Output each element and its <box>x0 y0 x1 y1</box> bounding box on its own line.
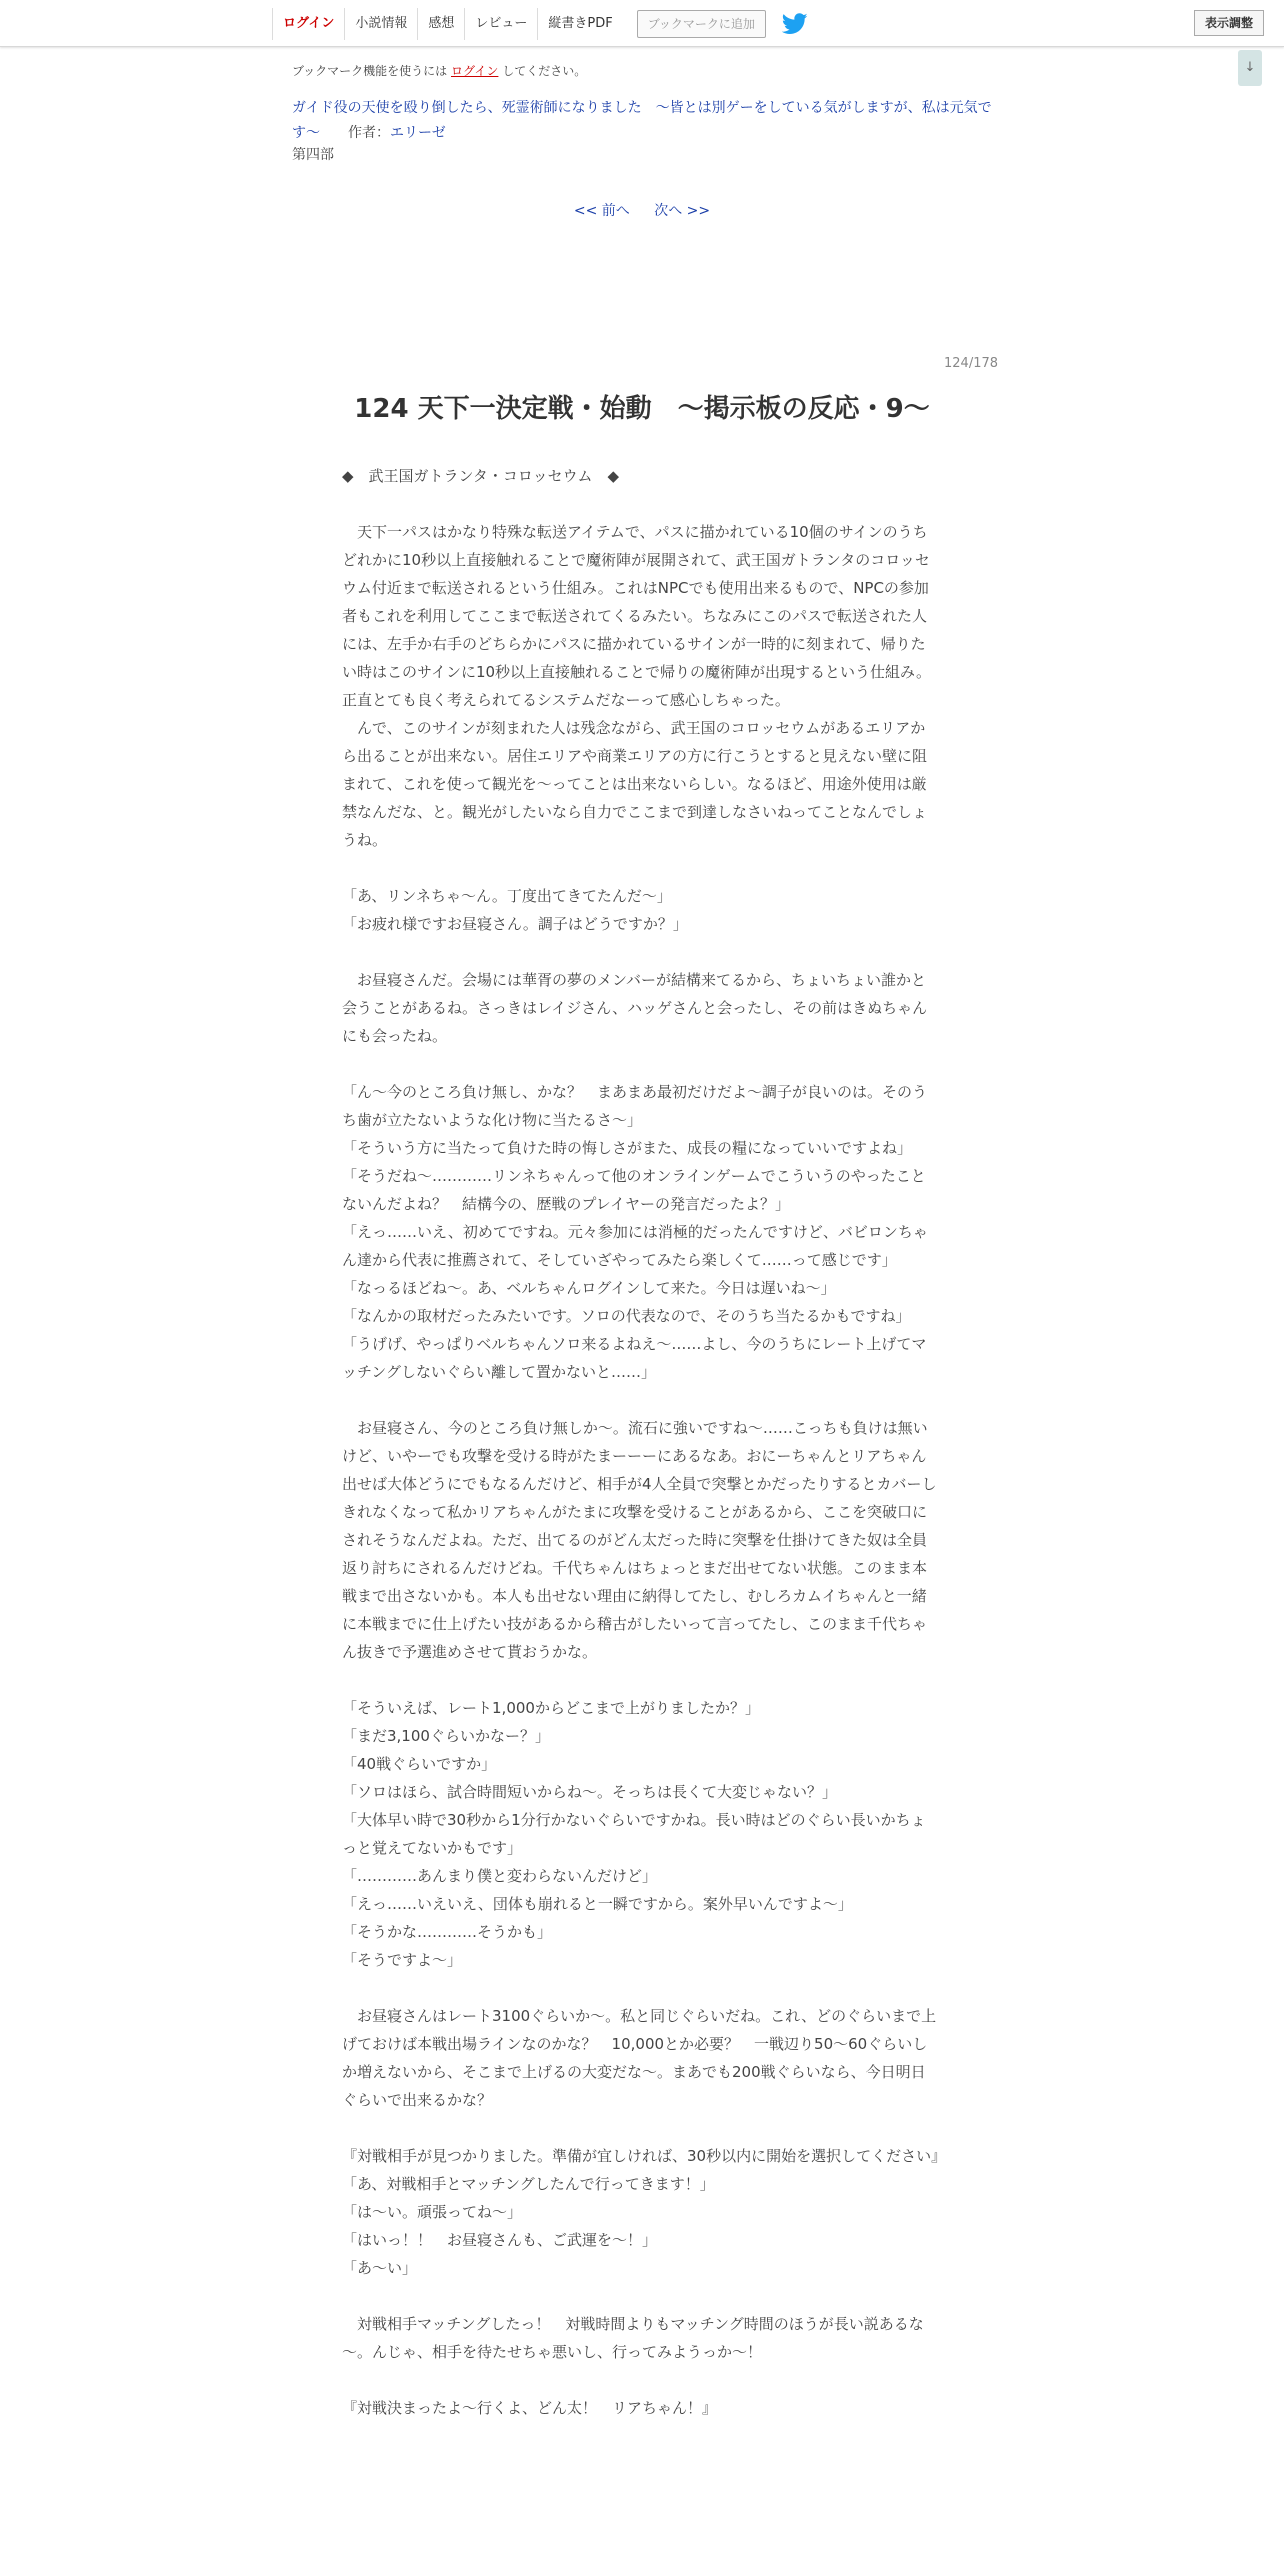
episode-counter: 124/178 <box>944 356 999 371</box>
story-paragraph: 『対戦決まったよ～行くよ、どん太！ リアちゃん！』 <box>342 2399 718 2417</box>
episode-title: 124 天下一決定戦・始動 ～掲示板の反応・9～ <box>354 394 930 424</box>
story-paragraph: 天下一パスはかなり特殊な転送アイテムで、パスに描かれている10個のサインのうちどれかに10秒以上直接触れることで魔術陣が展開されて、武王国ガトランタのコロッセウム付近まで転送されるという仕組み。これはNPCでも使用出来るもので、NPCの参加者もこれを利用してここまで転送されてくるみたい。ちなみにこのパスで転送された人には、左手か右手のどちらかにパスに描かれているサインが一時的に刻まれて、帰りたい時はこのサインに10秒以上直接触れることで帰りの魔術陣が出現するという仕組み。正直とても良く考えられてるシステムだなーって感心しちゃった。 <box>342 523 931 709</box>
vertical-pdf-link[interactable]: 縦書きPDF <box>537 8 622 40</box>
story-paragraph: 「そういえば、レート1,000からどこまで上がりましたか？」 <box>342 1699 760 1717</box>
story-paragraph: 「40戦ぐらいですか」 <box>342 1755 497 1773</box>
story-paragraph: 対戦相手マッチングしたっ！ 対戦時間よりもマッチング時間のほうが長い説あるな～。んじゃ、相手を待たせちゃ悪いし、行ってみようっか～！ <box>342 2315 924 2361</box>
bookmark-notice <box>292 62 586 79</box>
story-paragraph: 「そうかな…………そうかも」 <box>342 1923 553 1941</box>
story-paragraph <box>342 2366 940 2394</box>
prev-chapter-link[interactable]: << 前へ <box>573 203 630 219</box>
story-paragraph: んで、このサインが刻まれた人は残念ながら、武王国のコロッセウムがあるエリアから出ることが出来ない。居住エリアや商業エリアの方に行こうとすると見えない壁に阻まれて、これを使って観光を～ってことは出来ないらしい。なるほど、用途外使用は厳禁なんだな、と。観光がしたいなら自力でここまで到達しなさいねってことなんでしょうね。 <box>342 719 928 849</box>
story-paragraph: 「うげげ、やっぱりベルちゃんソロ来るよねえ～……よし、今のうちにレート上げてマッチングしないぐらい離して置かないと……」 <box>342 1335 927 1381</box>
novel-info-link[interactable]: 小説情報 <box>344 8 417 40</box>
series-title-link[interactable]: ガイド役の天使を殴り倒したら、死霊術師になりました ～皆とは別ゲーをしている気がしますが、私は元気です～ <box>292 100 992 141</box>
story-body <box>342 462 947 2422</box>
story-paragraph: 「ん～今のところ負け無し、かな？ まあまあ最初だけだよ～調子が良いのは。そのうち歯が立たないような化け物に当たるさ～」 <box>342 1083 928 1129</box>
login-link[interactable]: ログイン <box>272 8 344 40</box>
story-paragraph <box>342 1974 940 2002</box>
story-paragraph <box>342 1666 940 1694</box>
story-paragraph <box>342 2114 940 2142</box>
story-paragraph: 「そういう方に当たって負けた時の悔しさがまた、成長の糧になっていいですよね」 <box>342 1139 913 1157</box>
review-link[interactable]: レビュー <box>464 8 537 40</box>
bookmark-notice-login-link[interactable]: ログイン <box>451 64 499 78</box>
story-paragraph: 「あ～い」 <box>342 2259 418 2277</box>
bookmark-notice-prefix: ブックマーク機能を使うには <box>292 64 448 78</box>
author-link[interactable]: エリーゼ <box>390 125 446 141</box>
main-nav <box>272 8 808 40</box>
story-paragraph <box>342 1050 940 1078</box>
story-paragraph: お昼寝さんはレート3100ぐらいか～。私と同じぐらいだね。これ、どのぐらいまで上げておけば本戦出場ラインなのかな？ 10,000とか必要？ 一戦辺り50～60ぐらいしか増えないから、そこまで上げるの大変だな～。まあでも200戦ぐらいなら、今日明日ぐらいで出来るかな？ <box>342 2007 937 2109</box>
story-paragraph: 「えっ……いえいえ、団体も崩れると一瞬ですから。案外早いんですよ～」 <box>342 1895 853 1913</box>
add-bookmark-button[interactable]: ブックマークに追加 <box>637 10 766 38</box>
story-paragraph: ◆ 武王国ガトランタ・コロッセウム ◆ <box>342 467 620 485</box>
story-paragraph: 「そうだね～…………リンネちゃんって他のオンラインゲームでこういうのやったことないんだよね？ 結構今の、歴戦のプレイヤーの発言だったよ？」 <box>342 1167 926 1213</box>
impressions-link[interactable]: 感想 <box>417 8 464 40</box>
story-paragraph: 「大体早い時で30秒から1分行かないぐらいですかね。長い時はどのぐらい長いかちょっと覚えてないかもです」 <box>342 1811 926 1857</box>
story-paragraph: 『対戦相手が見つかりました。準備が宜しければ、30秒以内に開始を選択してください』 <box>342 2147 947 2165</box>
series-header <box>292 96 1004 146</box>
story-paragraph: 「お疲れ様ですお昼寝さん。調子はどうですか？」 <box>342 915 688 933</box>
twitter-bird-icon[interactable] <box>782 13 808 35</box>
top-navigation-bar <box>0 0 1284 47</box>
story-paragraph: 「は～い。頑張ってね～」 <box>342 2203 523 2221</box>
story-paragraph <box>342 2282 940 2310</box>
story-paragraph: 「えっ……いえ、初めてですね。元々参加には消極的だったんですけど、バビロンちゃん達から代表に推薦されて、そしていざやってみたら楽しくて……って感じです」 <box>342 1223 928 1269</box>
story-paragraph: 「なんかの取材だったみたいです。ソロの代表なので、そのうち当たるかもですね」 <box>342 1307 911 1325</box>
story-paragraph: 「まだ3,100ぐらいかなー？」 <box>342 1727 550 1745</box>
story-paragraph <box>342 938 940 966</box>
story-paragraph: 「あ、リンネちゃ～ん。丁度出てきてたんだ～」 <box>342 887 672 905</box>
display-settings-button[interactable]: 表示調整 <box>1194 10 1264 36</box>
author-label: 作者： <box>348 125 390 141</box>
story-paragraph: 「…………あんまり僕と変わらないんだけど」 <box>342 1867 658 1885</box>
story-paragraph <box>342 854 940 882</box>
scroll-down-button[interactable]: ↓ <box>1238 50 1262 86</box>
bookmark-notice-suffix: してください。 <box>502 64 587 78</box>
story-paragraph <box>342 490 940 518</box>
story-paragraph <box>342 1386 940 1414</box>
part-label: 第四部 <box>292 147 334 163</box>
story-paragraph: 「ソロはほら、試合時間短いからね～。そっちは長くて大変じゃない？」 <box>342 1783 838 1801</box>
story-paragraph: 「あ、対戦相手とマッチングしたんで行ってきます！」 <box>342 2175 715 2193</box>
story-paragraph: 「そうですよ～」 <box>342 1951 463 1969</box>
story-paragraph: お昼寝さんだ。会場には華胥の夢のメンバーが結構来てるから、ちょいちょい誰かと会うことがあるね。さっきはレイジさん、ハッゲさんと会ったし、その前はきぬちゃんにも会ったね。 <box>342 971 928 1045</box>
story-paragraph: お昼寝さん、今のところ負け無しか～。流石に強いですね～……こっちも負けは無いけど、いやーでも攻撃を受ける時がたまーーーにあるなあ。おにーちゃんとリアちゃん出せば大体どうにでもなるんだけど、相手が4人全員で突撃とかだったりするとカバーしきれなくなって私かリアちゃんがたまに攻撃を受けることがあるから、ここを突破口にされそうなんだよね。ただ、出てるのがどん太だった時に突撃を仕掛けてきた奴は全員返り討ちにされるんだけどね。千代ちゃんはちょっとまだ出せてない状態。このまま本戦まで出さないかも。本人も出せない理由に納得してたし、むしろカムイちゃんと一緒に本戦までに仕上げたい技があるから稽古がしたいって言ってたし、このまま千代ちゃん抜きで予選進めさせて貰おうかな。 <box>342 1419 937 1661</box>
chapter-pager <box>0 200 1284 220</box>
story-paragraph: 「なっるほどね～。あ、ベルちゃんログインして来た。今日は遅いね～」 <box>342 1279 836 1297</box>
next-chapter-link[interactable]: 次へ >> <box>654 203 711 219</box>
story-paragraph: 「はいっ！！ お昼寝さんも、ご武運を～！」 <box>342 2231 658 2249</box>
